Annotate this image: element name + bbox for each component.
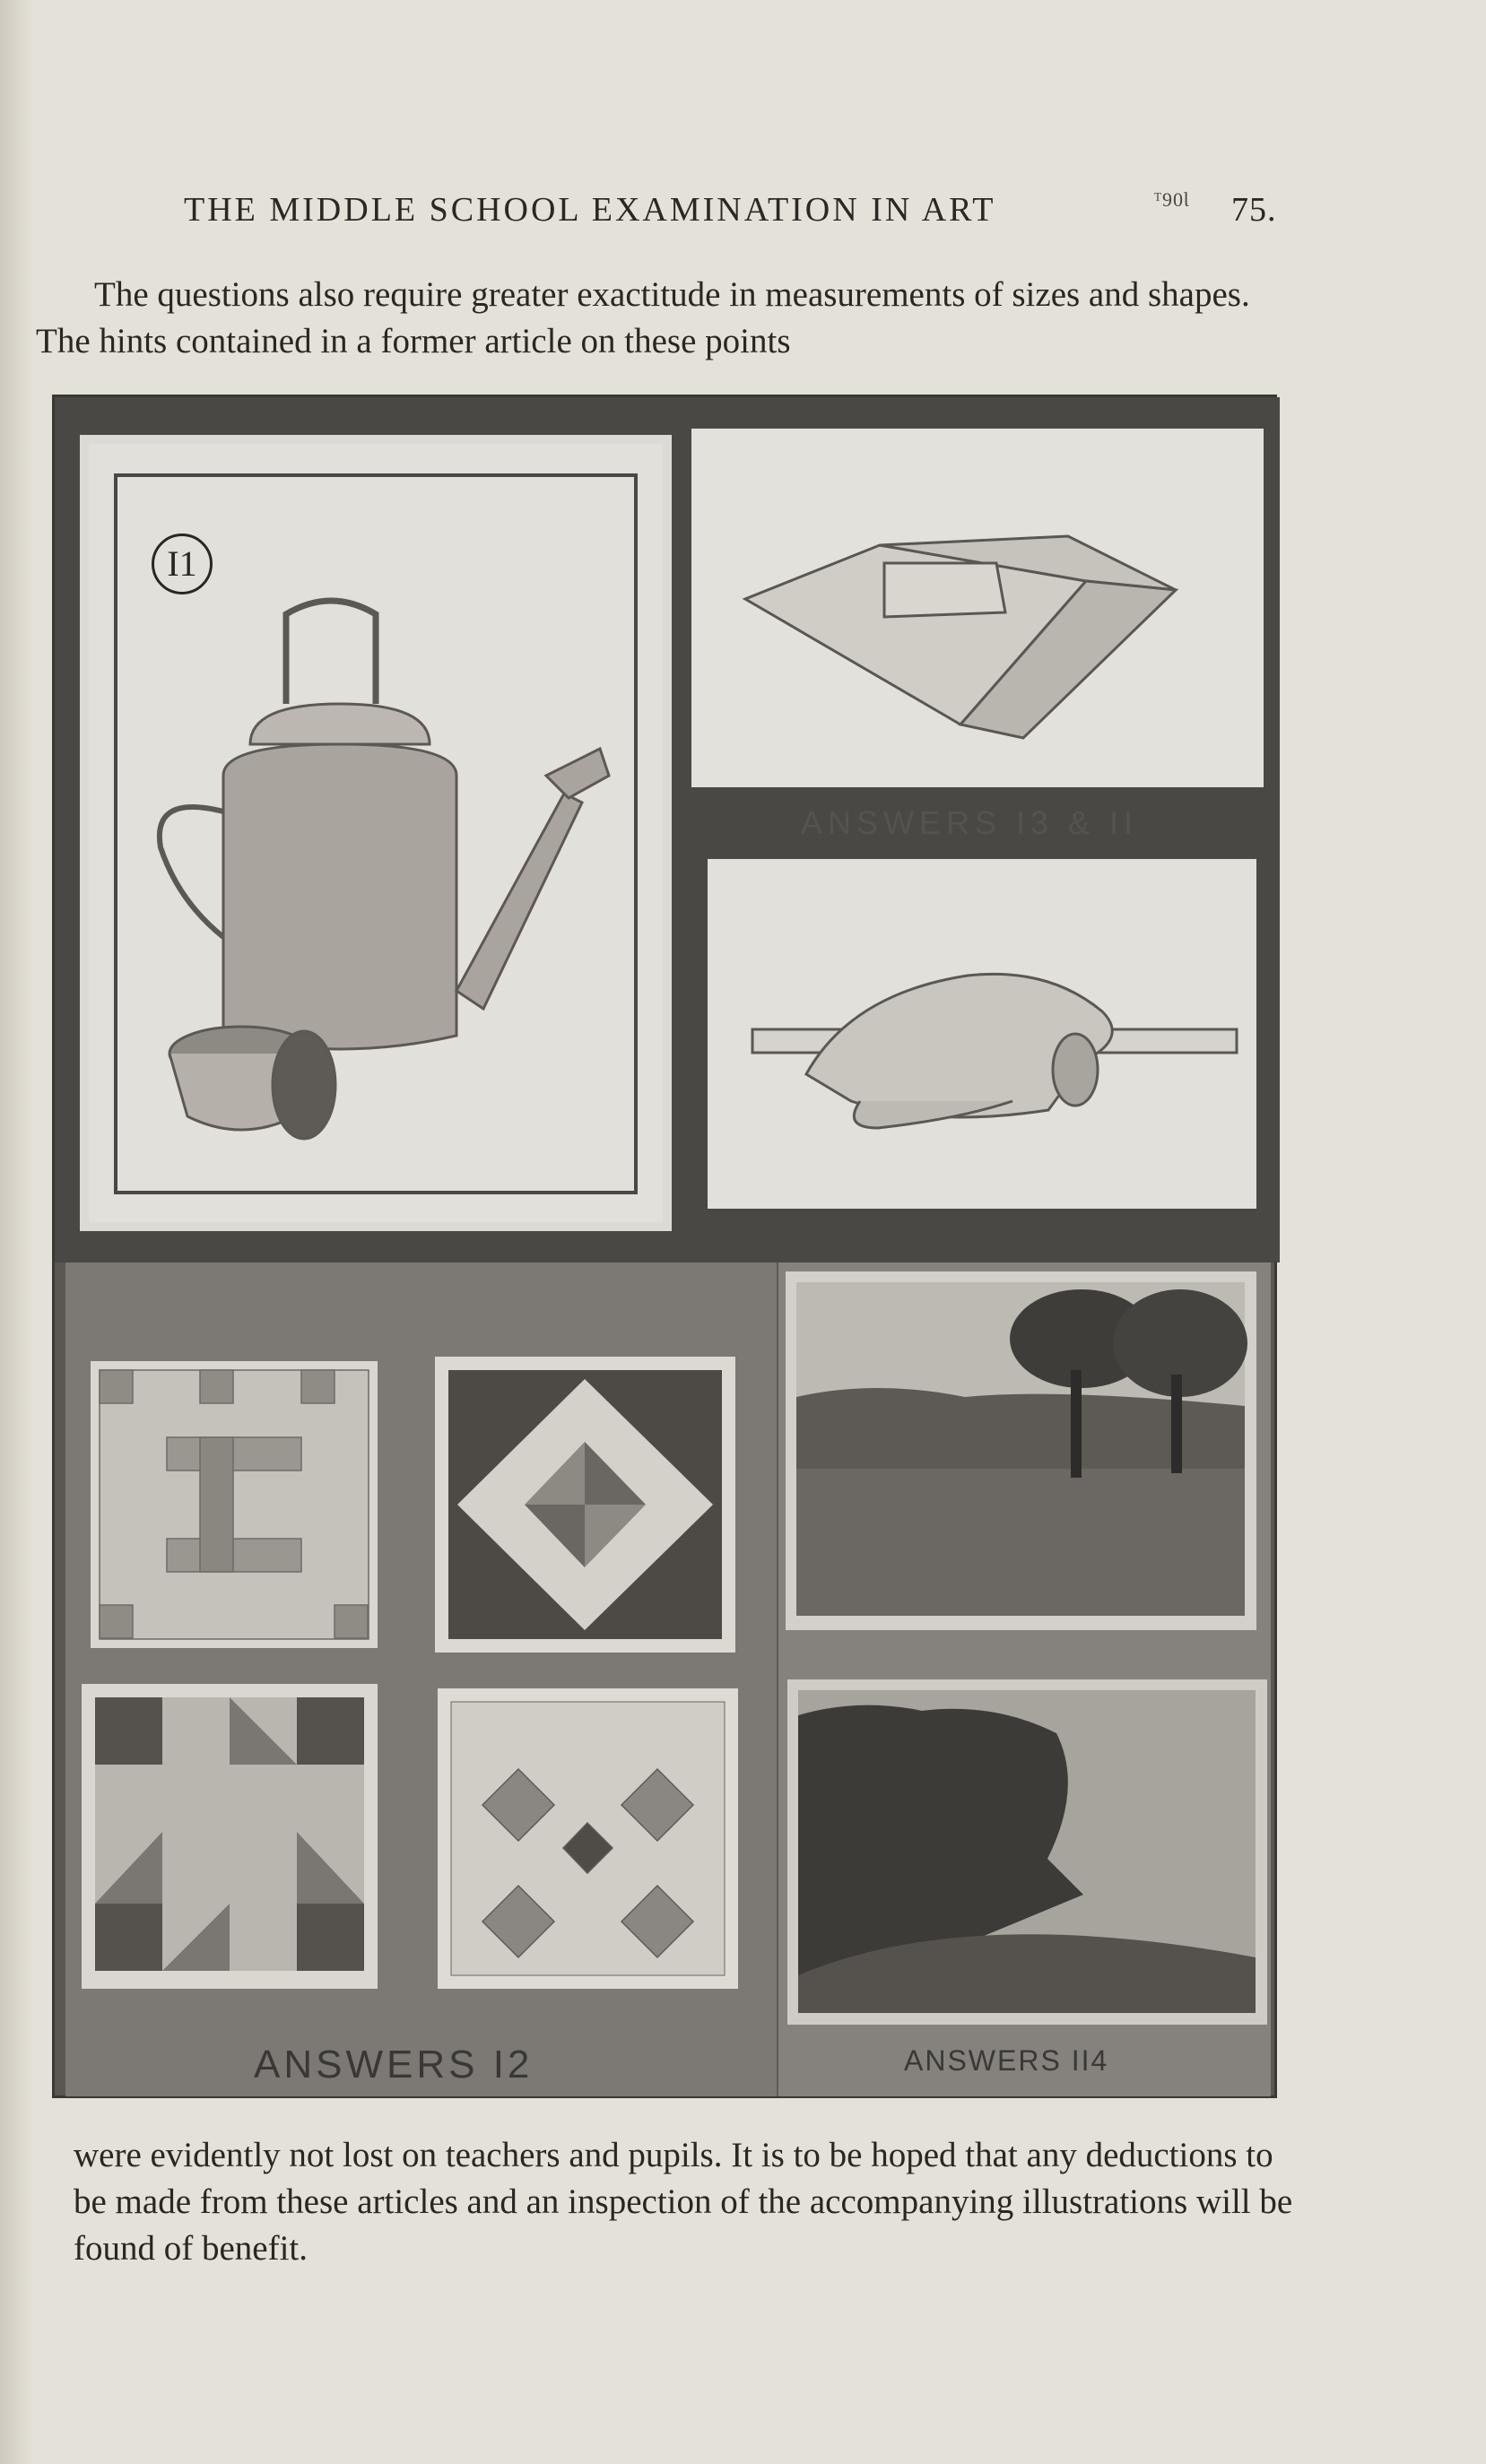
- answers-label-left: ANSWERS I2: [254, 2043, 534, 2087]
- checkered-pattern-drawing: [91, 1361, 378, 1648]
- illustration-plate: [52, 395, 1277, 2098]
- page-number: 75.: [1231, 191, 1277, 229]
- paragraph-top: The questions also require greater exactitude in measurements of sizes and shapes. The hints contained in a former article on these points: [36, 275, 1250, 360]
- watering-can-drawing: [80, 435, 672, 1231]
- diamond-pattern-drawing: [435, 1357, 735, 1653]
- plate-upper-section: [55, 397, 1280, 1262]
- plate-lower-right-panel: [777, 1262, 1271, 2096]
- running-head: [184, 190, 1296, 230]
- paragraph-bottom: were evidently not lost on teachers and pupils. It is to be hoped that any deductions to be made from these articles and an inspection of the accompanying illustrations will be found of benefit.: [74, 2136, 1293, 2268]
- library-stamp: ᵀ90Ɩ: [1154, 188, 1190, 211]
- star-quilt-pattern-drawing: [82, 1684, 378, 1989]
- landscape-trees-drawing: [786, 1271, 1256, 1630]
- plate-lower-section: [65, 1262, 1269, 2096]
- hand-with-ruler-drawing: [708, 859, 1256, 1209]
- running-head-title: THE MIDDLE SCHOOL EXAMINATION IN ART: [184, 191, 996, 229]
- hourglass-pattern-drawing: [438, 1688, 738, 1989]
- page-gutter: [0, 0, 34, 2464]
- answers-label-right: ANSWERS II4: [904, 2044, 1109, 2077]
- strip-label: ANSWERS I3 & II: [800, 804, 1139, 841]
- open-book-drawing: [691, 429, 1264, 787]
- landscape-grove-drawing: [787, 1679, 1267, 2025]
- drawing-number-badge: I1: [152, 534, 213, 594]
